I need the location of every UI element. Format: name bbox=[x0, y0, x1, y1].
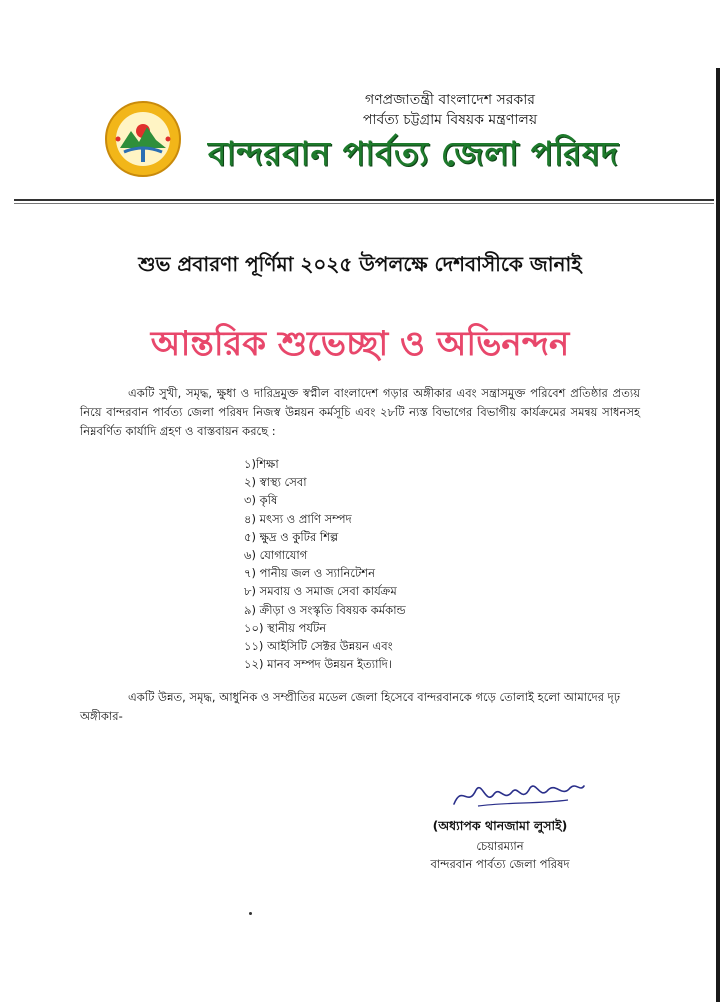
list-item: ৬) যোগাযোগ bbox=[244, 548, 308, 563]
ministry-heading: পার্বত্য চট্টগ্রাম বিষয়ক মন্ত্রণালয় bbox=[362, 112, 538, 128]
program-list bbox=[244, 455, 406, 673]
intro-paragraph: একটি সুখী, সমৃদ্ধ, ক্ষুধা ও দারিদ্রমুক্ত স্বপ্নীল বাংলাদেশ গড়ার অঙ্গীকার এবং সন্ত্রাসমুক্ত পরিবেশ প্রতিষ্ঠার প্রত্যয় নিয়ে বান্দরবান পার্বত্য জেলা পরিষদ নিজস্ব উন্নয়ন কর্মসূচি এবং ২৮টি ন্যস্ত বিভাগের বিভাগীয় কার্যক্রমের সমন্বয় সাধনসহ নিম্নবর্ণিত কার্যাদি গ্রহণ ও বাস্তবায়ন করছে : bbox=[80, 386, 640, 438]
list-item: ৩) কৃষি bbox=[244, 493, 278, 508]
handwritten-signature-icon bbox=[448, 776, 588, 816]
list-item: ২) স্বাস্থ্য সেবা bbox=[244, 475, 307, 490]
page-edge bbox=[716, 68, 720, 1002]
list-item: ৮) সমবায় ও সমাজ সেবা কার্যক্রম bbox=[244, 584, 397, 599]
list-item: ১)শিক্ষা bbox=[244, 457, 279, 471]
council-title: বান্দরবান পার্বত্য জেলা পরিষদ bbox=[208, 134, 619, 173]
list-item: ১০) স্থানীয় পর্যটন bbox=[244, 620, 327, 635]
header-divider-thin bbox=[14, 203, 714, 204]
list-item: ৭) পানীয় জল ও স্যানিটেশন bbox=[244, 566, 375, 581]
list-item: ৫) ক্ষুদ্র ও কুটির শিল্প bbox=[244, 529, 339, 544]
list-item: ৪) মৎস্য ও প্রাণি সম্পদ bbox=[244, 511, 352, 526]
government-heading: গণপ্রজাতন্ত্রী বাংলাদেশ সরকার bbox=[365, 92, 535, 108]
greeting-heading: আন্তরিক শুভেচ্ছা ও অভিনন্দন bbox=[150, 324, 570, 364]
list-item: ১১) আইসিটি সেক্টর উন্নয়ন এবং bbox=[244, 639, 393, 654]
signatory-title: চেয়ারম্যান bbox=[476, 839, 524, 853]
closing-paragraph: একটি উন্নত, সমৃদ্ধ, আধুনিক ও সম্প্রীতির মডেল জেলা হিসেবে বান্দরবানকে গড়ে তোলাই হলো আমাদের দৃঢ় অঙ্গীকার- bbox=[80, 690, 620, 723]
list-item: ৯) ক্রীড়া ও সংস্কৃতি বিষয়ক কর্মকান্ড bbox=[244, 602, 406, 617]
list-item: ১২) মানব সম্পদ উন্নয়ন ইত্যাদি। bbox=[244, 657, 392, 672]
scan-speck bbox=[249, 912, 252, 915]
signatory-name: (অধ্যাপক থানজামা লুসাই) bbox=[432, 818, 568, 833]
district-council-seal-icon bbox=[104, 100, 182, 178]
occasion-heading: শুভ প্রবারণা পূর্ণিমা ২০২৫ উপলক্ষে দেশবাসীকে জানাই bbox=[138, 252, 582, 276]
signatory-organization: বান্দরবান পার্বত্য জেলা পরিষদ bbox=[430, 857, 570, 871]
header-divider bbox=[14, 199, 714, 201]
